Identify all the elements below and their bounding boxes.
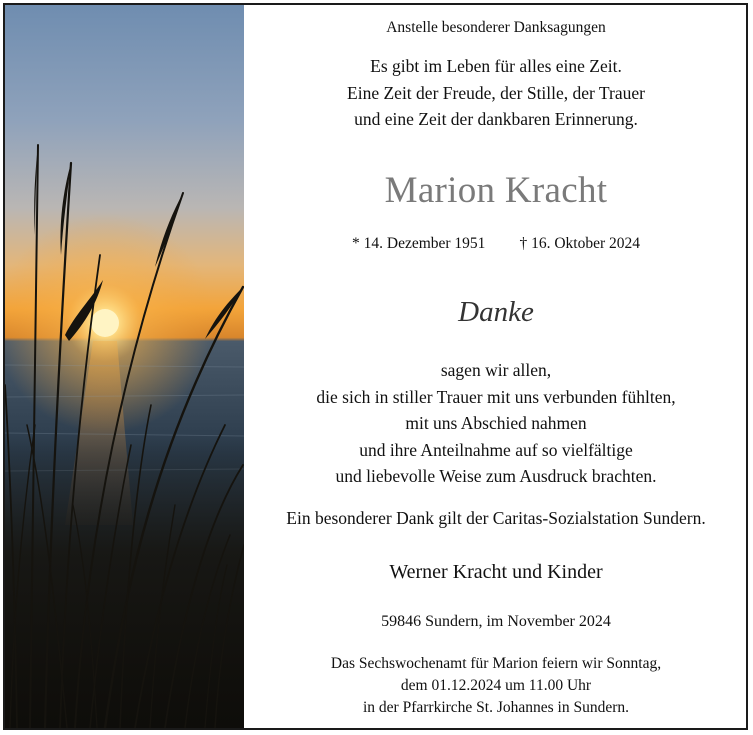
thanks-line-4: und ihre Anteilnahme auf so vielfältige [359,439,633,460]
notice-line-2: dem 01.12.2024 um 11.00 Uhr [400,677,592,694]
sunset-beach-photo [5,5,244,728]
thanks-line-3: mit uns Abschied nahmen [405,413,587,433]
text-column [244,5,748,728]
notice-line-3: in der Pfarrkirche St. Johannes in Sundern. [362,699,630,716]
special-thanks: Ein besonderer Dank gilt der Caritas-Sozialstation Sundern. [286,508,706,528]
deceased-name: Marion Kracht [384,170,608,211]
life-dates [244,235,748,253]
verse-line-1: Es gibt im Leben für alles eine Zeit. [370,56,622,76]
verse-line-2: Eine Zeit der Freude, der Stille, der Trauer [347,82,645,103]
thanks-title: Danke [458,296,534,328]
verse-line-3: und eine Zeit der dankbaren Erinnerung. [354,109,638,129]
thanks-line-2: die sich in stiller Trauer mit uns verbunden fühlten, [316,386,676,407]
header-line: Anstelle besonderer Danksagungen [386,19,606,36]
place-date: 59846 Sundern, im November 2024 [381,613,611,630]
thanks-line-1: sagen wir allen, [440,360,552,380]
thanks-line-5: und liebevolle Weise zum Ausdruck brachten. [335,466,657,486]
birth-date: * 14. Dezember 1951 [352,235,486,252]
sunset-grass-image [5,5,244,728]
death-date: † 16. Oktober 2024 [519,235,640,252]
notice-line-1: Das Sechswochenamt für Marion feiern wir Sonntag, [330,655,662,672]
obituary-card [3,3,748,730]
signature: Werner Kracht und Kinder [389,561,603,583]
